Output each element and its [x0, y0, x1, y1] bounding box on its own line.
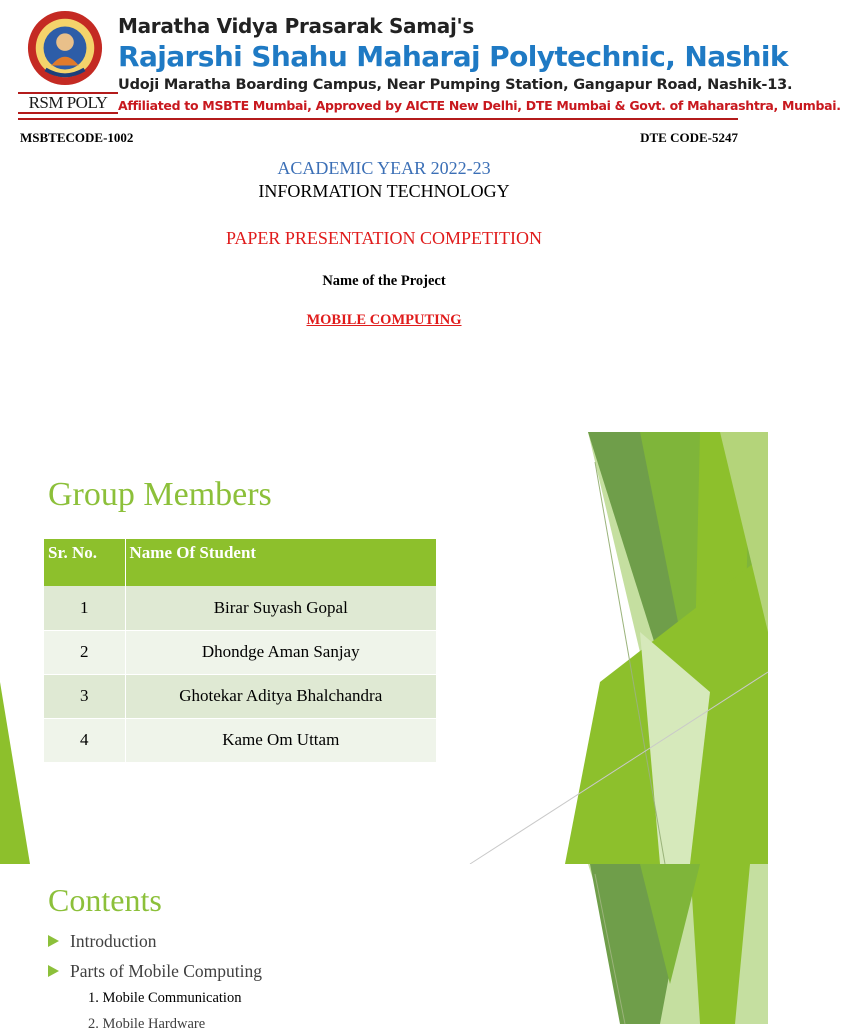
sub-list-item: 2. Mobile Hardware	[88, 1016, 206, 1032]
triangle-bullet-icon	[48, 965, 59, 977]
student-name-cell: Birar Suyash Gopal	[125, 586, 436, 630]
sub-list-item: 1. Mobile Communication	[88, 990, 242, 1006]
table-header-row	[44, 539, 436, 586]
logo-emblem-icon	[26, 8, 104, 88]
student-name-cell: Ghotekar Aditya Bhalchandra	[125, 674, 436, 718]
academic-year: ACADEMIC YEAR 2022-23	[277, 158, 491, 178]
table-row	[44, 586, 436, 630]
institute-name: Rajarshi Shahu Maharaj Polytechnic, Nashik	[118, 40, 788, 73]
list-item	[48, 926, 262, 956]
dte-code: DTE CODE-5247	[640, 130, 738, 145]
sr-no-cell: 3	[44, 674, 125, 718]
project-name: MOBILE COMPUTING	[306, 312, 462, 328]
logo-text: RSM POLY	[18, 92, 118, 114]
contents-slide	[0, 864, 768, 1032]
table-row	[44, 674, 436, 718]
column-header-name: Name Of Student	[125, 539, 436, 586]
list-item-label: Parts of Mobile Computing	[70, 960, 263, 981]
header-divider	[18, 118, 738, 120]
members-title: Group Members	[48, 476, 272, 513]
department-name: INFORMATION TECHNOLOGY	[258, 181, 510, 201]
list-item-label: Introduction	[70, 930, 157, 951]
student-name-cell: Kame Om Uttam	[125, 718, 436, 762]
sr-no-cell: 1	[44, 586, 125, 630]
cover-slide	[0, 0, 841, 432]
table-row	[44, 718, 436, 762]
list-item	[48, 956, 262, 986]
institute-logo	[18, 8, 106, 116]
contents-list	[48, 926, 262, 986]
sr-no-cell: 2	[44, 630, 125, 674]
contents-title: Contents	[48, 882, 162, 918]
institute-address: Udoji Maratha Boarding Campus, Near Pumping Station, Gangapur Road, Nashik-13.	[118, 77, 793, 93]
project-label: Name of the Project	[322, 273, 446, 289]
msbte-code: MSBTECODE-1002	[20, 130, 134, 145]
society-name: Maratha Vidya Prasarak Samaj's	[118, 14, 474, 38]
sr-no-cell: 4	[44, 718, 125, 762]
competition-title: PAPER PRESENTATION COMPETITION	[226, 228, 542, 248]
table-row	[44, 630, 436, 674]
student-name-cell: Dhondge Aman Sanjay	[125, 630, 436, 674]
members-slide	[0, 432, 768, 864]
members-table	[44, 539, 436, 763]
institute-affiliation: Affiliated to MSBTE Mumbai, Approved by AICTE New Delhi, DTE Mumbai & Govt. of Maharashtra, Mumbai.	[118, 98, 841, 113]
column-header-sr-no: Sr. No.	[44, 539, 125, 586]
triangle-bullet-icon	[48, 935, 59, 947]
